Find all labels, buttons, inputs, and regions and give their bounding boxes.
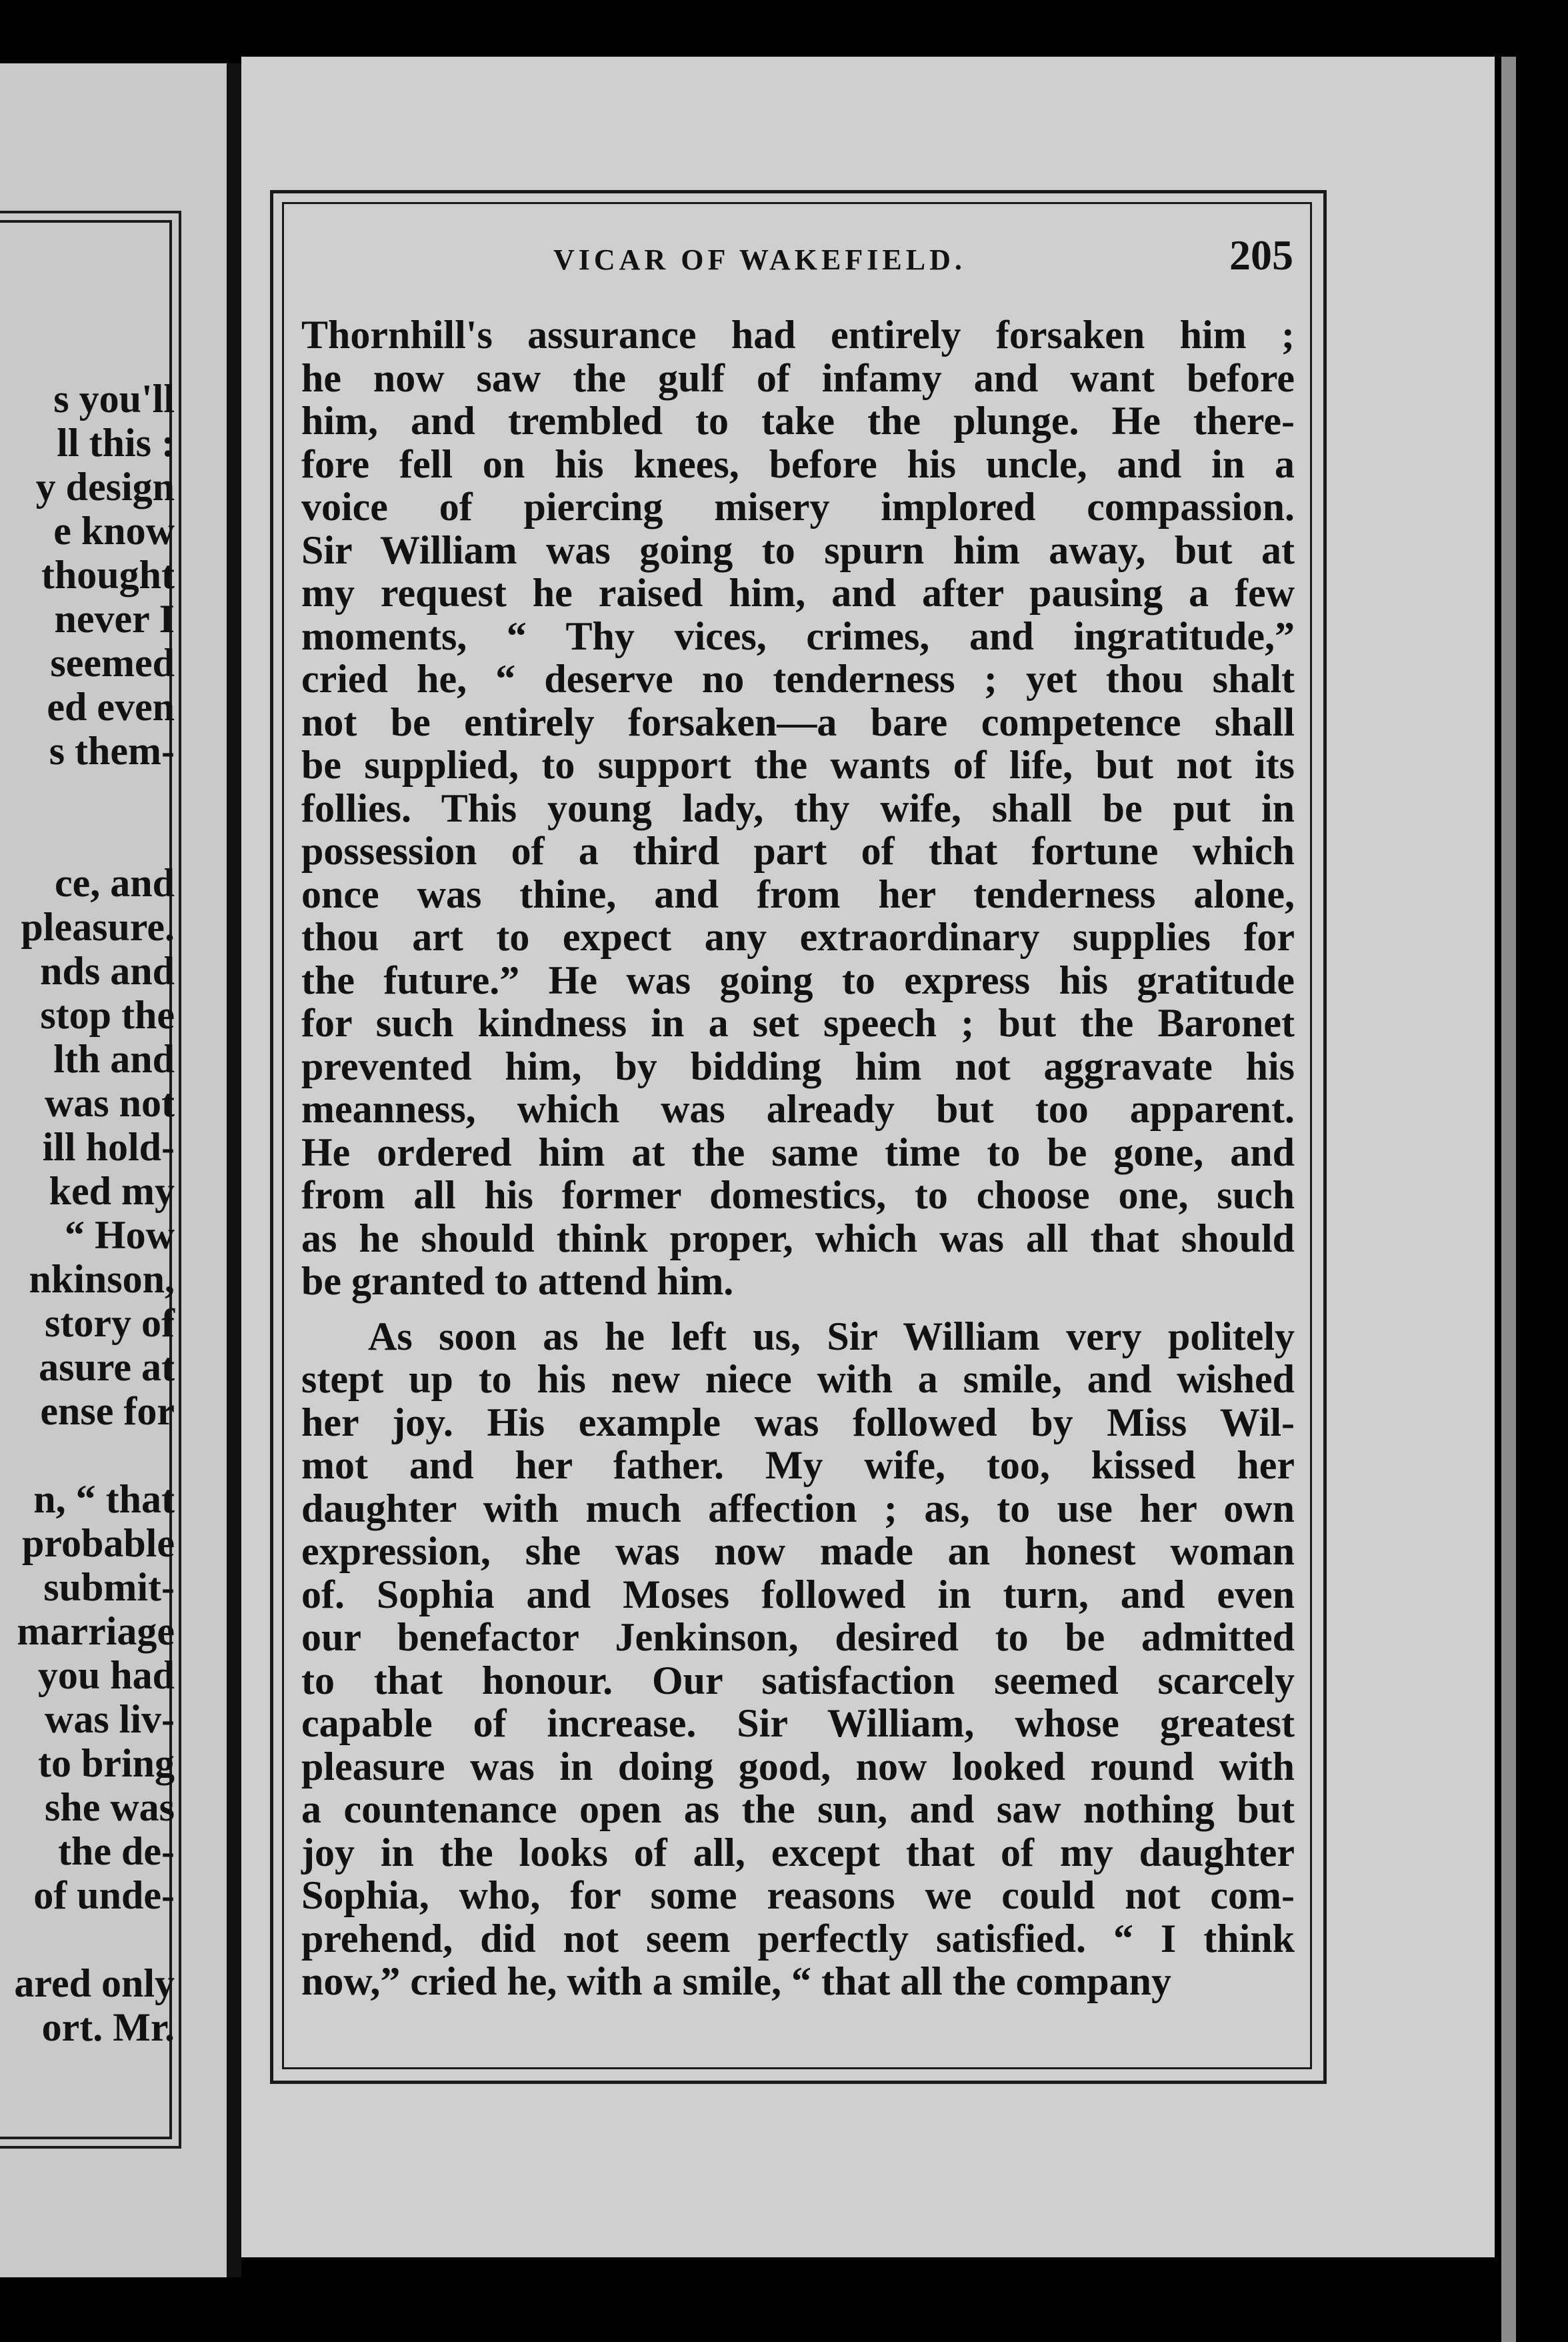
text-line: Sophia, who, for some reasons we could not com- (301, 1873, 1295, 1917)
left-page-line: ed even (47, 685, 175, 729)
text-line: pleasure was in doing good, now looked round with (301, 1744, 1295, 1789)
left-page-line: the de- (58, 1829, 175, 1873)
left-page-line: s you'll (53, 377, 175, 421)
left-page-line: was liv- (45, 1697, 175, 1741)
text-line: he now saw the gulf of infamy and want before (301, 355, 1295, 400)
left-page-line: stop the (40, 993, 175, 1037)
left-page-line: probable (22, 1521, 175, 1565)
left-page-text-fragments (0, 377, 175, 2049)
text-line: a countenance open as the sun, and saw nothing but (301, 1787, 1295, 1831)
left-page-line: ared only (14, 1961, 175, 2005)
text-line: joy in the looks of all, except that of my daughter (301, 1830, 1295, 1875)
text-line: voice of piercing misery implored compassion. (301, 485, 1295, 529)
left-page-line: submit- (43, 1565, 175, 1609)
text-line: capable of increase. Sir William, whose greatest (301, 1701, 1295, 1745)
left-page-line: “ How (65, 1213, 175, 1257)
text-line: to that honour. Our satisfaction seemed scarcely (301, 1658, 1295, 1702)
text-line: He ordered him at the same time to be gone, and (301, 1130, 1295, 1174)
text-line: of. Sophia and Moses followed in turn, and even (301, 1572, 1295, 1616)
left-page-line: was not (44, 1081, 175, 1125)
left-page-line: s them- (49, 729, 175, 773)
left-page-line: of unde- (33, 1873, 175, 1917)
text-line: her joy. His example was followed by Miss Wil- (301, 1400, 1295, 1444)
text-line: As soon as he left us, Sir William very politely (368, 1314, 1295, 1358)
scan-border-top (0, 0, 1568, 60)
left-page-line: e know (53, 509, 175, 553)
text-line: follies. This young lady, thy wife, shall be put in (301, 786, 1295, 830)
left-page-line: thought (41, 553, 175, 597)
text-line: expression, she was now made an honest woman (301, 1529, 1295, 1573)
left-page-line: ked my (49, 1169, 175, 1213)
left-page-line (0, 1433, 175, 1477)
text-line: prevented him, by bidding him not aggravate his (301, 1044, 1295, 1088)
page-header (300, 233, 1293, 293)
text-line: once was thine, and from her tenderness alone, (301, 872, 1295, 916)
left-page-line: ll this : (57, 421, 175, 465)
text-line: cried he, “ deserve no tenderness ; yet thou shalt (301, 657, 1295, 701)
left-page-line: lth and (53, 1037, 175, 1081)
left-page-line: marriage (17, 1609, 175, 1653)
page-number: 205 (1229, 231, 1293, 279)
left-page-line: never I (54, 597, 175, 641)
left-page-line: ort. Mr. (41, 2005, 175, 2049)
text-line: be granted to attend him. (301, 1259, 734, 1303)
left-page-line: nds and (40, 949, 175, 993)
text-line: moments, “ Thy vices, crimes, and ingratitude,” (301, 614, 1295, 658)
left-page-line: you had (37, 1653, 175, 1697)
text-line: now,” cried he, with a smile, “ that all the company (301, 1959, 1171, 2003)
left-page-line: ce, and (55, 861, 175, 905)
text-line: meanness, which was already but too apparent. (301, 1087, 1295, 1131)
text-line: stept up to his new niece with a smile, and wished (301, 1357, 1295, 1401)
text-line: him, and trembled to take the plunge. He there- (301, 399, 1295, 443)
left-page-line: y design (35, 465, 175, 509)
left-page-line: nkinson, (29, 1257, 175, 1301)
text-line: mot and her father. My wife, too, kissed her (301, 1443, 1295, 1487)
text-line: for such kindness in a set speech ; but the Baronet (301, 1001, 1295, 1045)
text-line: thou art to expect any extraordinary supplies for (301, 915, 1295, 959)
body-text (301, 313, 1295, 2003)
text-line: daughter with much affection ; as, to use her own (301, 1486, 1295, 1530)
text-line: prehend, did not seem perfectly satisfied. “ I think (301, 1916, 1295, 1961)
scan-border-right (1495, 57, 1568, 2342)
left-page-line: seemed (50, 641, 175, 685)
left-page-line: pleasure. (21, 905, 175, 949)
left-page-line (0, 773, 175, 817)
text-line: as he should think proper, which was all that should (301, 1216, 1295, 1260)
text-line: my request he raised him, and after pausing a few (301, 571, 1295, 615)
left-page-line (0, 817, 175, 861)
text-line: the future.” He was going to express his gratitude (301, 958, 1295, 1002)
text-line: our benefactor Jenkinson, desired to be admitted (301, 1615, 1295, 1659)
left-page-line: asure at (39, 1345, 175, 1389)
text-line: from all his former domestics, to choose one, such (301, 1173, 1295, 1217)
left-page-line: ense for (40, 1389, 175, 1433)
running-head: VICAR OF WAKEFIELD. (553, 243, 966, 276)
left-page-line (0, 1917, 175, 1961)
book-gutter (227, 63, 241, 2277)
left-page-line: n, “ that (33, 1477, 175, 1521)
text-line: fore fell on his knees, before his uncle, and in a (301, 441, 1295, 486)
paragraph-gap (301, 1303, 1295, 1315)
left-page-line: ill hold- (42, 1125, 175, 1169)
text-line: Thornhill's assurance had entirely forsaken him ; (301, 313, 1295, 357)
text-line: possession of a third part of that fortune which (301, 829, 1295, 873)
text-line: be supplied, to support the wants of life, but not its (301, 743, 1295, 787)
text-line: Sir William was going to spurn him away, but at (301, 527, 1295, 572)
left-page-line: she was (44, 1785, 175, 1829)
text-line: not be entirely forsaken—a bare competence shall (301, 700, 1295, 744)
left-page-line: to bring (37, 1741, 175, 1785)
left-page-line: story of (45, 1301, 175, 1345)
facing-page-left (0, 63, 227, 2277)
